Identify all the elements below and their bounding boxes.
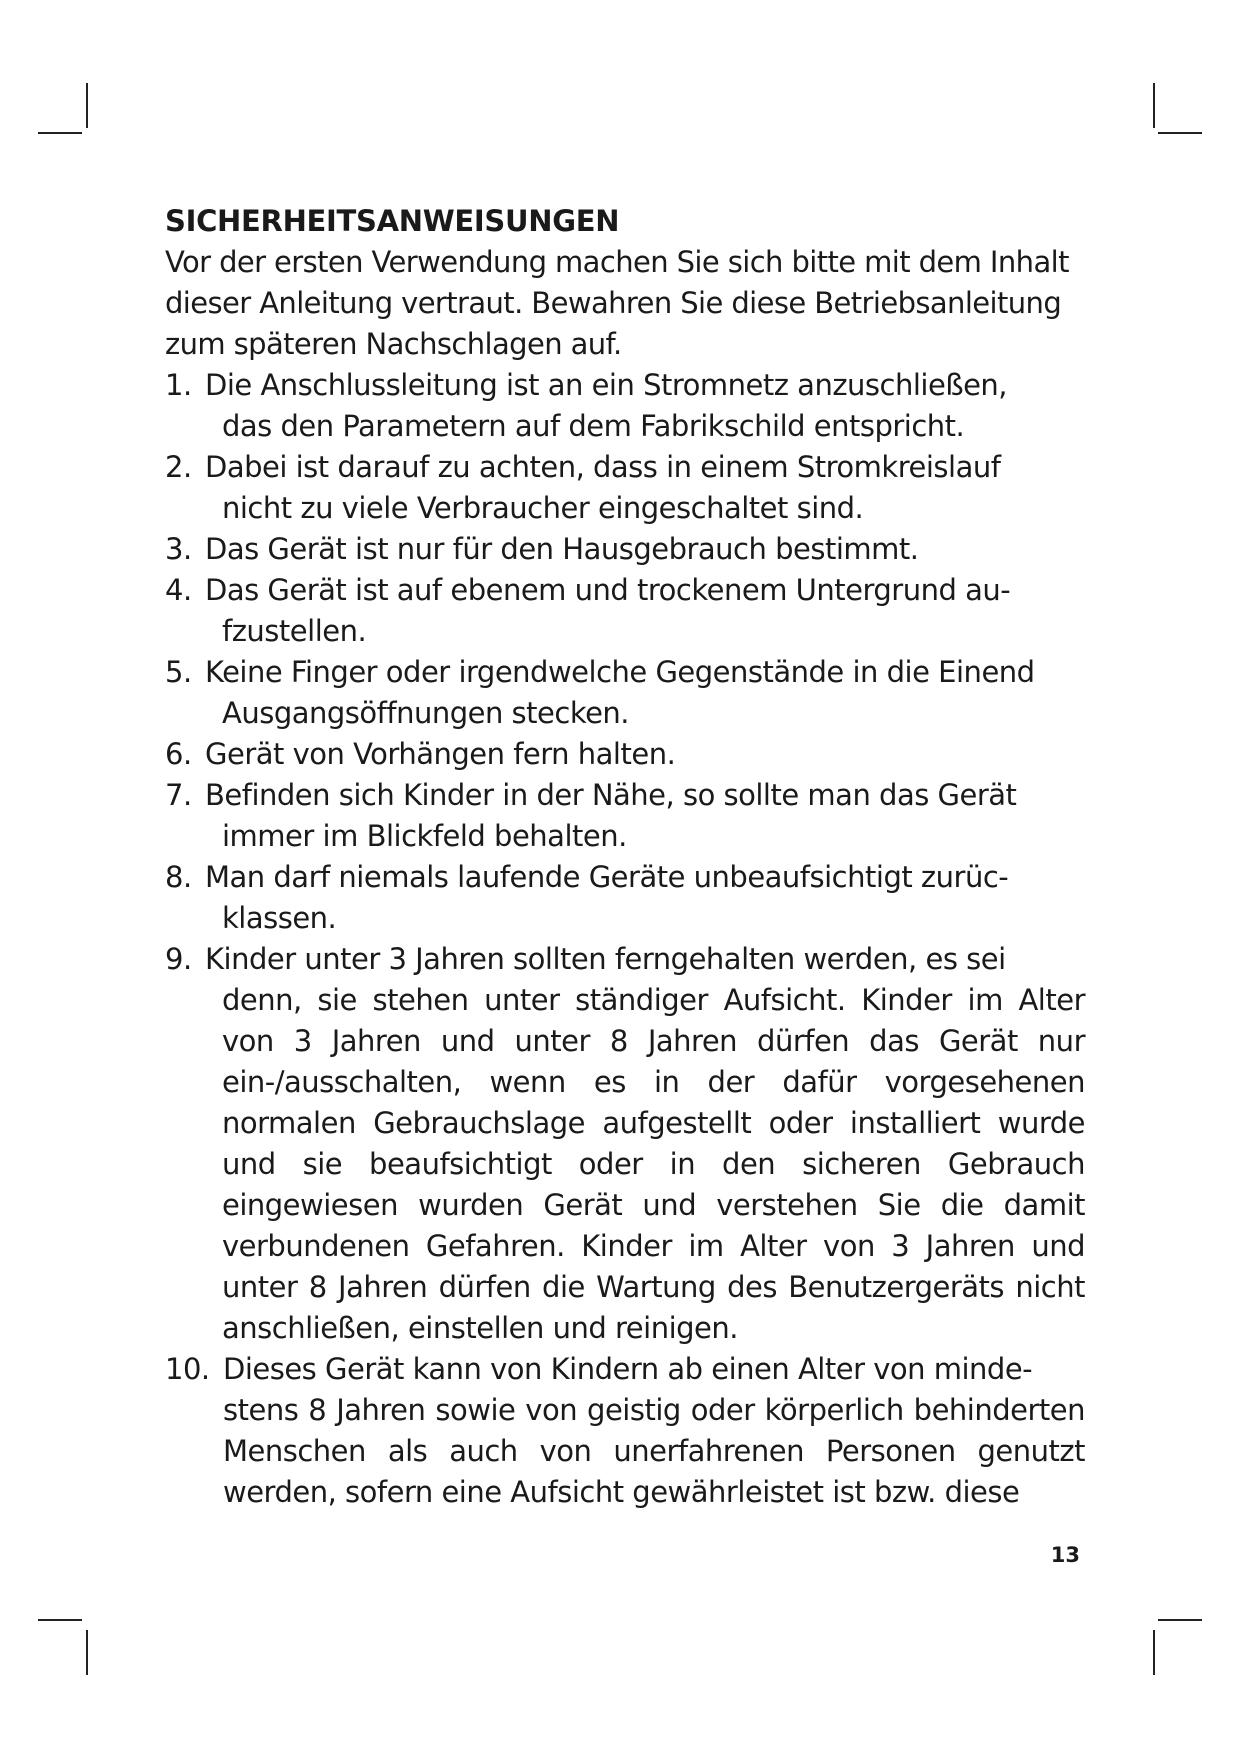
crop-mark-bottom-left-h — [38, 1619, 82, 1621]
list-item — [165, 447, 1085, 529]
item-text: Dabei ist darauf zu achten, dass in einem Stromkreislauf nicht zu viele Verbraucher eingeschaltet sind. — [205, 450, 1001, 525]
item-text: Das Gerät ist auf ebenem und trockenem Untergrund au- fzustellen. — [205, 573, 1011, 648]
item-number: 3. — [165, 532, 192, 566]
list-item — [165, 570, 1085, 652]
item-text: Die Anschlussleitung ist an ein Stromnetz anzuschließen, das den Parametern auf dem Fabrikschild entspricht. — [205, 368, 1008, 443]
list-item — [165, 1349, 1085, 1513]
crop-mark-top-right-h — [1158, 132, 1202, 134]
item-number: 10. — [165, 1352, 210, 1386]
item-number: 6. — [165, 737, 192, 771]
item-text: Dieses Gerät kann von Kindern ab einen Alter von minde- stens 8 Jahren sowie von geistig oder körperlich behinderten Menschen als auch von unerfahrenen Personen genutzt werden, sofern eine Aufsicht gewährleistet ist bzw. diese — [223, 1352, 1085, 1509]
list-item — [165, 857, 1085, 939]
crop-mark-top-right-v — [1153, 83, 1155, 128]
item-number: 1. — [165, 368, 192, 402]
crop-mark-bottom-right-h — [1158, 1619, 1202, 1621]
item-number: 8. — [165, 860, 192, 894]
crop-mark-bottom-left-v — [86, 1630, 88, 1675]
crop-mark-bottom-right-v — [1153, 1630, 1155, 1675]
item-number: 7. — [165, 778, 192, 812]
item-number: 9. — [165, 942, 192, 976]
item-text: Befinden sich Kinder in der Nähe, so sollte man das Gerät immer im Blickfeld behalten. — [205, 778, 1017, 853]
list-item — [165, 365, 1085, 447]
page-content — [165, 200, 1085, 1513]
section-heading: SICHERHEITSANWEISUNGEN — [165, 204, 620, 238]
item-number: 2. — [165, 450, 192, 484]
list-item — [165, 734, 1085, 775]
list-item — [165, 652, 1085, 734]
list-item — [165, 775, 1085, 857]
item-text: Kinder unter 3 Jahren sollten ferngehalten werden, es sei denn, sie stehen unter ständiger Aufsicht. Kinder im Alter von 3 Jahren und unter 8 Jahren dürfen das Gerät nur ein-/ausschalten, wenn es in der dafür vorgesehenen normalen Gebrauchslage aufgestellt oder installiert wurde und sie beaufsichtigt oder in den sicheren Gebrauch eingewiesen wurden Gerät und verstehen Sie die damit verbundenen Gefahren. Kinder im Alter von 3 Jahren und unter 8 Jahren dürfen die Wartung des Benutzergeräts nicht anschließen, einstellen und reinigen. — [205, 942, 1085, 1345]
item-text: Das Gerät ist nur für den Hausgebrauch bestimmt. — [205, 532, 919, 566]
list-item — [165, 939, 1085, 1349]
crop-mark-top-left-v — [86, 83, 88, 128]
item-number: 4. — [165, 573, 192, 607]
list-item — [165, 529, 1085, 570]
crop-mark-top-left-h — [38, 132, 82, 134]
item-text: Gerät von Vorhängen fern halten. — [205, 737, 676, 771]
safety-list — [165, 365, 1085, 1513]
intro-paragraph: Vor der ersten Verwendung machen Sie sich bitte mit dem Inhalt dieser Anleitung vertraut. Bewahren Sie diese Betriebsanleitung zum späteren Nachschlagen auf. — [165, 245, 1069, 361]
item-text: Keine Finger oder irgendwelche Gegenstände in die Einend Ausgangsöffnungen stecken. — [205, 655, 1035, 730]
item-number: 5. — [165, 655, 192, 689]
page-number: 13 — [1050, 1543, 1080, 1567]
item-text: Man darf niemals laufende Geräte unbeaufsichtigt zurüc- klassen. — [205, 860, 1009, 935]
